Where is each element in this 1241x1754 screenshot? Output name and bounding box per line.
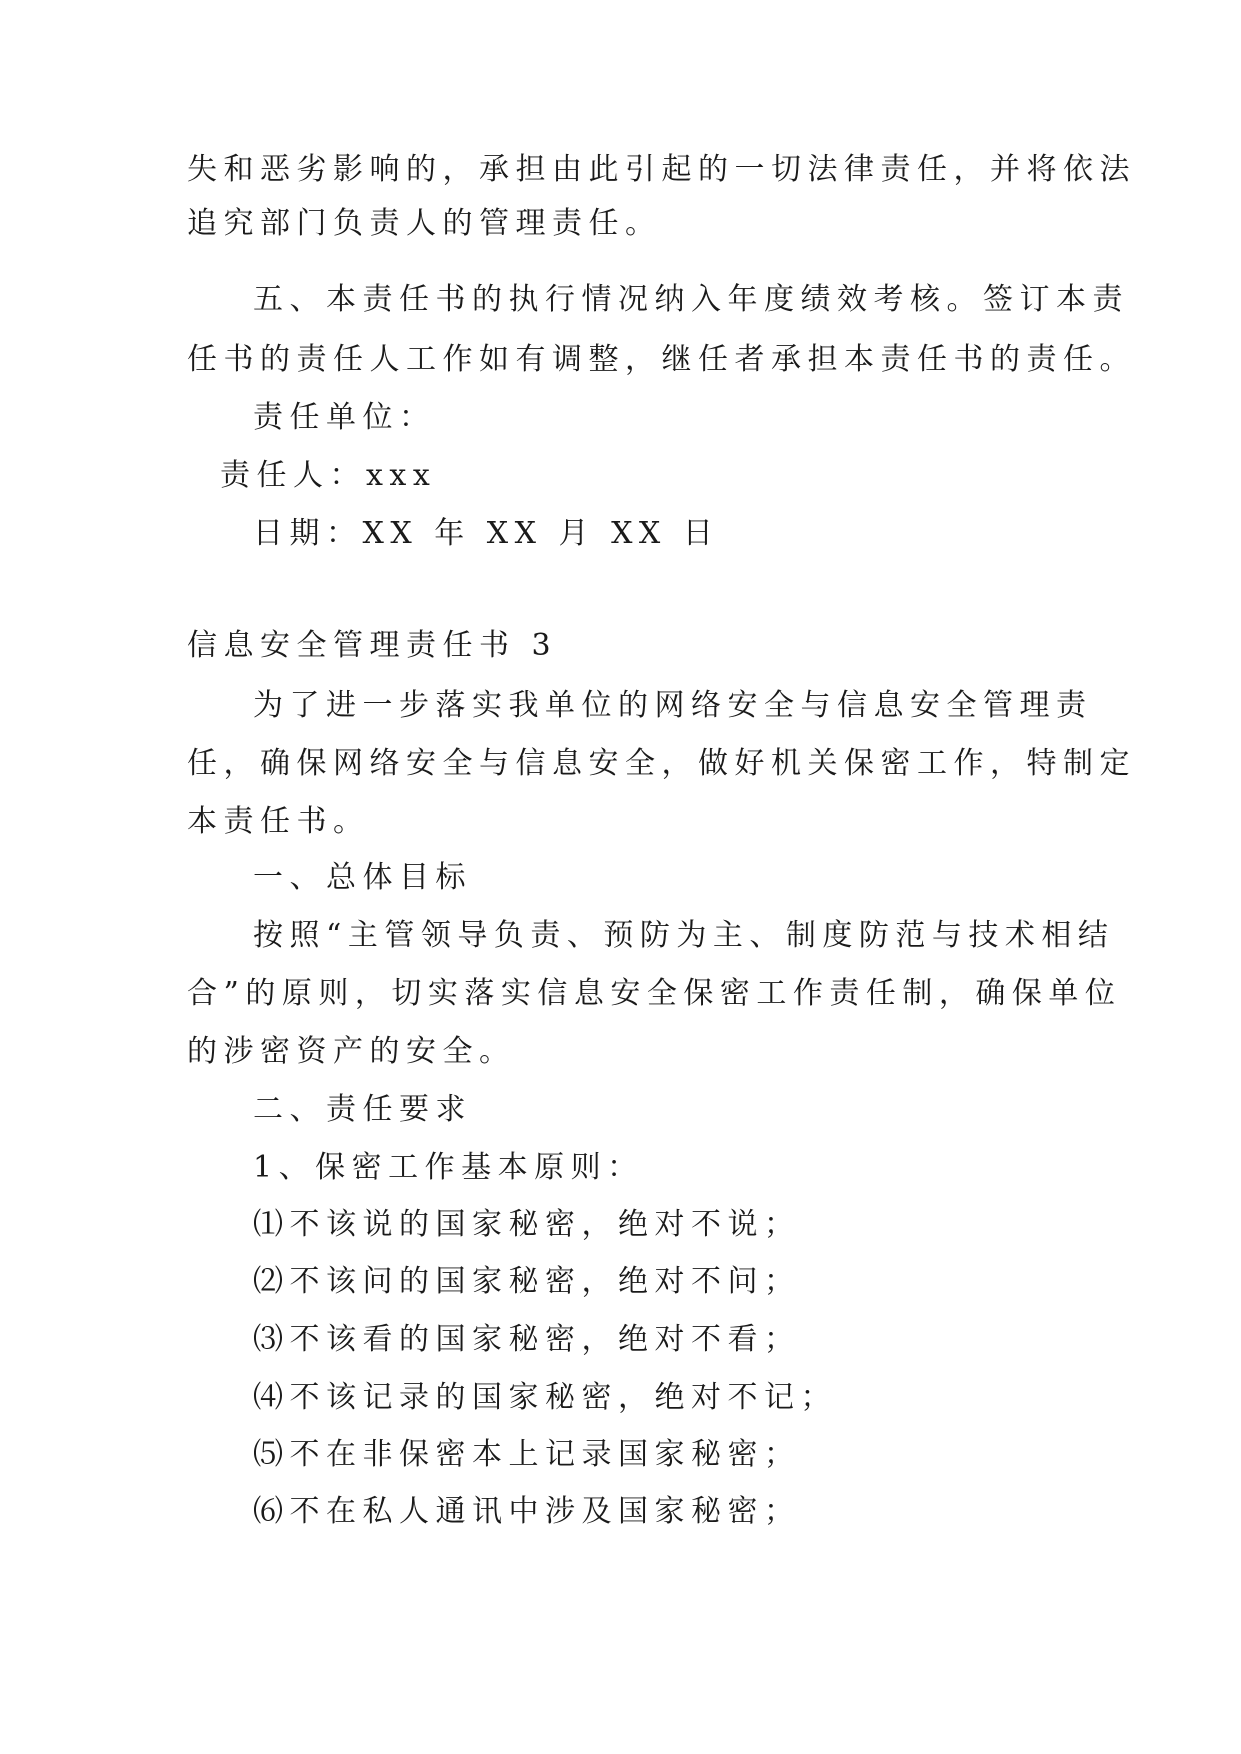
paragraph-line: 本责任书。: [187, 804, 370, 839]
paragraph-line: 为了进一步落实我单位的网络安全与信息安全管理责: [253, 688, 1093, 723]
heading-line: 二、责任要求: [253, 1092, 472, 1127]
paragraph-line: 任，确保网络安全与信息安全，做好机关保密工作，特制定: [187, 746, 1136, 781]
paragraph-line: 追究部门负责人的管理责任。: [187, 206, 662, 241]
paragraph-line: 五、本责任书的执行情况纳入年度绩效考核。签订本责: [253, 282, 1129, 317]
signature-unit-line: 责任单位：: [253, 400, 436, 435]
list-item: ⑹不在私人通讯中涉及国家秘密；: [253, 1494, 801, 1529]
signature-person-line: 责任人：xxx: [220, 458, 437, 493]
list-heading: 1、保密工作基本原则：: [253, 1150, 644, 1185]
list-item: ⑸不在非保密本上记录国家秘密；: [253, 1437, 801, 1472]
paragraph-line: 任书的责任人工作如有调整，继任者承担本责任书的责任。: [187, 342, 1136, 377]
paragraph-line: 失和恶劣影响的，承担由此引起的一切法律责任，并将依法: [187, 152, 1136, 187]
signature-date-line: 日期：XX 年 XX 月 XX 日: [253, 516, 720, 551]
section-title: 信息安全管理责任书 3: [187, 628, 558, 663]
paragraph-line: 按照“主管领导负责、预防为主、制度防范与技术相结: [253, 918, 1115, 953]
paragraph-line: 合”的原则，切实落实信息安全保密工作责任制，确保单位: [187, 976, 1122, 1011]
list-item: ⑵不该问的国家秘密，绝对不问；: [253, 1264, 801, 1299]
list-item: ⑶不该看的国家秘密，绝对不看；: [253, 1322, 801, 1357]
list-item: ⑷不该记录的国家秘密，绝对不记；: [253, 1380, 837, 1415]
list-item: ⑴不该说的国家秘密，绝对不说；: [253, 1207, 801, 1242]
heading-line: 一、总体目标: [253, 860, 472, 895]
paragraph-line: 的涉密资产的安全。: [187, 1034, 516, 1069]
